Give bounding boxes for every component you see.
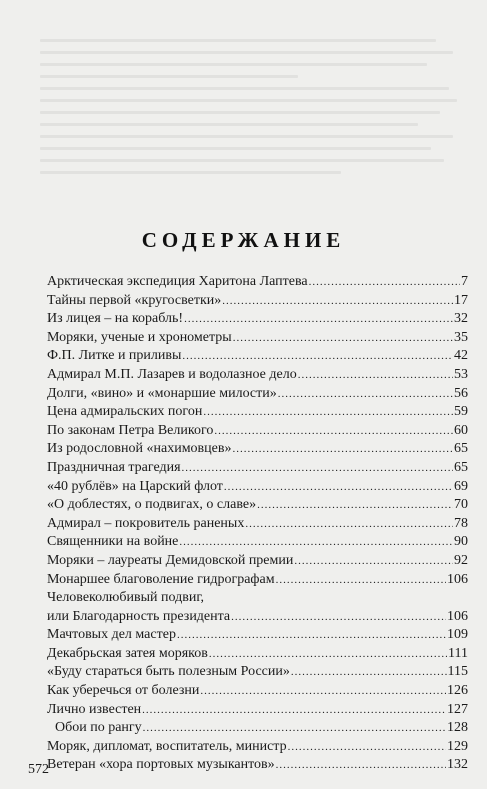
toc-entry-title: Моряки – лауреаты Демидовской премии — [47, 552, 294, 568]
toc-entry-page: 56 — [454, 385, 468, 401]
toc-leader — [288, 738, 446, 757]
toc-entry-page: 35 — [454, 329, 468, 345]
toc-leader — [245, 515, 453, 534]
toc-entry-page: 90 — [454, 534, 468, 550]
toc-leader — [231, 608, 446, 627]
toc-entry[interactable] — [47, 515, 468, 534]
toc-leader — [184, 310, 453, 329]
toc-leader — [179, 533, 453, 552]
toc-entry-title: «40 рублёв» на Царский флот — [47, 478, 223, 494]
toc-entry[interactable] — [47, 663, 468, 682]
toc-entry-title: или Благодарность президента — [47, 608, 231, 624]
toc-entry-title: Цена адмиральских погон — [47, 404, 203, 420]
toc-leader — [276, 756, 446, 775]
toc-leader — [182, 459, 453, 478]
toc-entry[interactable] — [47, 756, 468, 775]
toc-entry-title: Ветеран «хора портовых музыкантов» — [47, 757, 275, 773]
toc-entry-page: 109 — [447, 627, 468, 643]
toc-entry[interactable] — [47, 329, 468, 348]
toc-leader — [298, 366, 453, 385]
toc-entry[interactable] — [47, 403, 468, 422]
toc-leader — [177, 626, 446, 645]
toc-leader — [224, 478, 453, 497]
toc-leader — [142, 701, 446, 720]
toc-entry-title: Арктическая экспедиция Харитона Лаптева — [47, 274, 308, 289]
toc-entry[interactable] — [47, 347, 468, 366]
toc-entry[interactable] — [47, 571, 468, 590]
page-number: 572 — [28, 762, 49, 777]
toc-entry-page: 32 — [454, 311, 468, 327]
toc-entry-title: По законам Петра Великого — [47, 422, 214, 438]
toc-entry[interactable] — [47, 626, 468, 645]
toc-entry-title: Человеколюбивый подвиг, — [47, 590, 204, 606]
toc-entry[interactable] — [47, 738, 468, 757]
toc-entry-page: 59 — [454, 404, 468, 420]
toc-entry-title: Моряк, дипломат, воспитатель, министр — [47, 738, 287, 754]
toc-entry-page: 111 — [448, 645, 468, 661]
toc-entry-page: 126 — [447, 683, 468, 699]
toc-leader — [257, 496, 453, 515]
toc-entry-page: 53 — [454, 366, 468, 382]
toc-entry[interactable] — [47, 366, 468, 385]
toc-leader — [233, 440, 454, 459]
toc-entry-page: 65 — [454, 441, 468, 457]
toc-entry-page: 129 — [447, 738, 468, 754]
toc-entry-title: Обои по рангу — [55, 720, 142, 736]
toc-entry[interactable] — [47, 608, 468, 627]
toc-entry[interactable] — [47, 589, 468, 608]
toc-entry-title: Мачтовых дел мастер — [47, 627, 176, 643]
toc-entry[interactable] — [47, 422, 468, 441]
toc-entry-title: Тайны первой «кругосветки» — [47, 292, 222, 308]
toc-leader — [214, 422, 453, 441]
toc-entry-title: «Буду стараться быть полезным России» — [47, 664, 290, 680]
toc-entry-page: 60 — [454, 422, 468, 438]
toc-leader — [200, 682, 446, 701]
toc-leader — [222, 292, 453, 311]
toc-entry-title: Адмирал – покровитель раненых — [47, 515, 245, 531]
toc-entry[interactable] — [47, 478, 468, 497]
toc-leader — [209, 645, 447, 664]
toc-entry[interactable] — [47, 496, 468, 515]
toc-entry-page: 65 — [454, 459, 468, 475]
toc-entry-page: 7 — [461, 274, 468, 289]
toc-entry-title: Священники на войне — [47, 534, 179, 550]
toc-entry[interactable] — [47, 440, 468, 459]
toc-entry-title: Праздничная трагедия — [47, 459, 181, 475]
toc-entry-page: 92 — [454, 552, 468, 568]
toc-leader — [276, 571, 446, 590]
toc-entry[interactable] — [47, 552, 468, 571]
toc-entry-page: 106 — [447, 571, 468, 587]
toc-entry-title: Декабрьская затея моряков — [47, 645, 208, 661]
toc-entry-title: Как уберечься от болезни — [47, 683, 200, 699]
toc-entry-page: 127 — [447, 701, 468, 717]
toc-entry[interactable] — [47, 292, 468, 311]
toc-entry-title: Монаршее благоволение гидрографам — [47, 571, 275, 587]
toc-entry[interactable] — [47, 310, 468, 329]
page-title: СОДЕРЖАНИЕ — [141, 228, 346, 252]
toc-leader — [291, 663, 447, 682]
toc-entry-page: 69 — [454, 478, 468, 494]
toc-entry-page: 128 — [447, 720, 468, 736]
toc-entry[interactable] — [47, 682, 468, 701]
toc-leader — [294, 552, 453, 571]
toc-entry-page: 70 — [454, 497, 468, 513]
toc-entry[interactable] — [47, 645, 468, 664]
bleed-through-text — [40, 30, 470, 200]
toc-entry-page: 115 — [447, 664, 468, 680]
toc-entry-title: Лично известен — [47, 701, 142, 717]
toc-entry-title: Моряки, ученые и хронометры — [47, 329, 232, 345]
toc-entry-page: 132 — [447, 757, 468, 773]
table-of-contents — [47, 273, 468, 775]
toc-entry-title: «О доблестях, о подвигах, о славе» — [47, 497, 257, 513]
toc-entry-title: Адмирал М.П. Лазарев и водолазное дело — [47, 366, 297, 382]
toc-leader — [233, 329, 453, 348]
toc-entry[interactable] — [47, 701, 468, 720]
toc-entry-title: Ф.П. Литке и приливы — [47, 348, 182, 364]
toc-entry[interactable] — [47, 385, 468, 404]
toc-entry[interactable] — [47, 459, 468, 478]
toc-entry-title: Долги, «вино» и «монаршие милости» — [47, 385, 277, 401]
toc-leader — [203, 403, 453, 422]
toc-leader — [143, 719, 446, 738]
toc-leader — [309, 273, 460, 292]
toc-entry-page: 78 — [454, 515, 468, 531]
toc-entry-title: Из родословной «нахимовцев» — [47, 441, 232, 457]
toc-entry-page: 17 — [454, 292, 468, 308]
toc-entry[interactable] — [47, 533, 468, 552]
toc-entry-page: 106 — [447, 608, 468, 624]
toc-entry-page: 42 — [454, 348, 468, 364]
toc-entry[interactable] — [47, 719, 468, 738]
toc-entry-title: Из лицея – на корабль! — [47, 311, 184, 327]
toc-leader — [278, 385, 453, 404]
toc-leader — [182, 347, 453, 366]
toc-entry[interactable] — [47, 273, 468, 292]
